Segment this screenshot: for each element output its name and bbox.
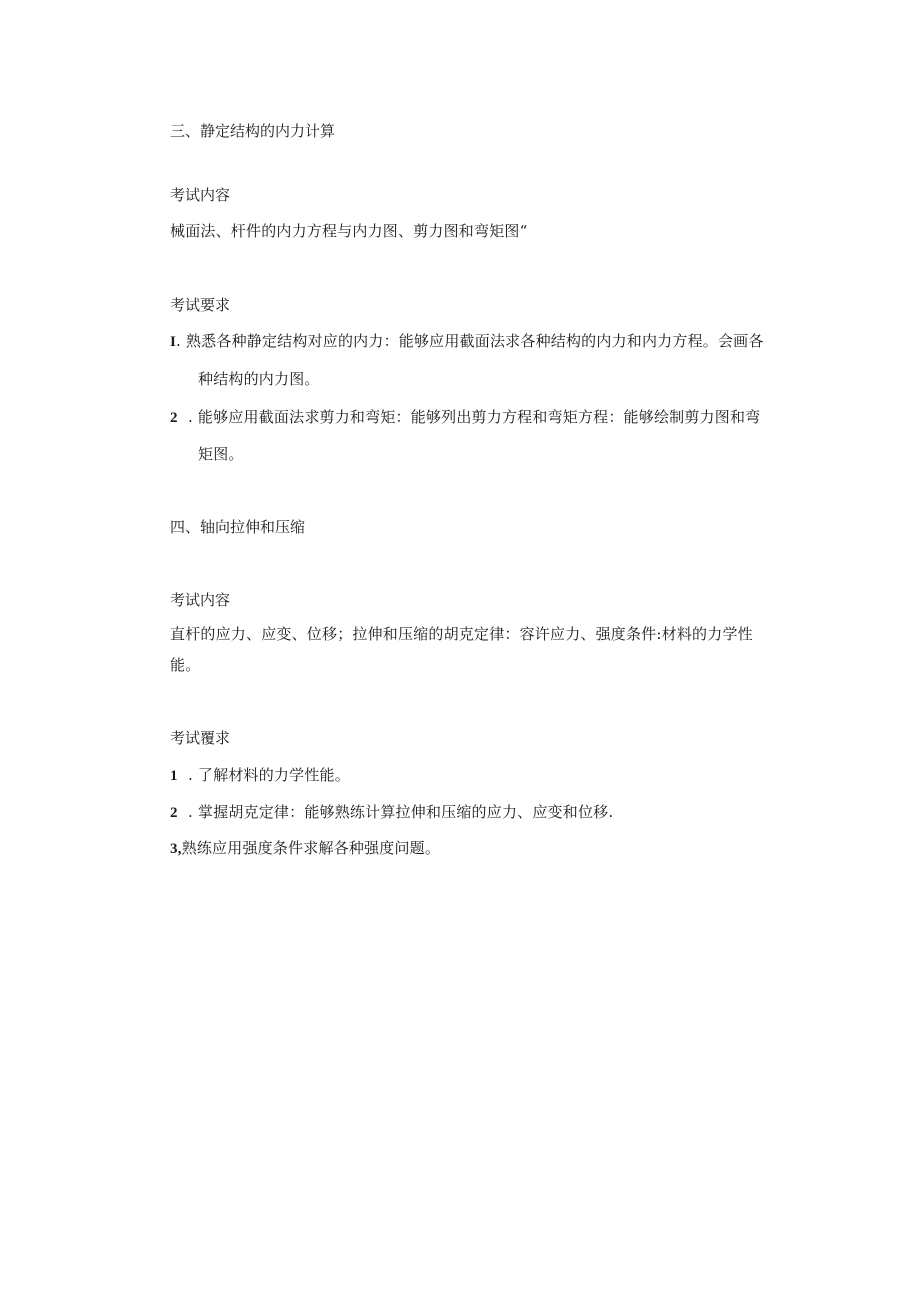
- section4-req1: [170, 764, 350, 785]
- section3-content-text: 械面法、杆件的内力方程与内力图、剪力图和弯矩图“: [170, 222, 528, 240]
- section4-req3: [170, 837, 440, 858]
- section4-req2-text: . 掌握胡克定律：能够熟练计算拉伸和压缩的应力、应变和位移.: [188, 803, 614, 821]
- section4-req1-text: . 了解材料的力学性能。: [188, 766, 350, 784]
- section4-content-line1: 直杆的应力、应变、位移；拉伸和压缩的胡克定律：容许应力、强度条件:材料的力学性: [170, 625, 753, 643]
- section3-req2: [170, 406, 760, 427]
- list-number: I: [170, 334, 177, 350]
- section3-req2-line1: . 能够应用截面法求剪力和弯矩：能够列出剪力方程和弯矩方程：能够绘制剪力图和弯: [188, 408, 761, 426]
- section4-content-title: 考试内容: [170, 591, 231, 609]
- section3-content-title: 考试内容: [170, 186, 231, 204]
- section4-req2: [170, 801, 613, 822]
- section3-req1-line1: . 熟悉各种静定结构对应的内力：能够应用截面法求各种结构的内力和内力方程。会画各: [176, 332, 764, 350]
- list-number: 3,: [170, 841, 182, 857]
- section4-req3-text: 熟练应用强度条件求解各种强度问题。: [181, 839, 441, 857]
- section3-req2-line2: 矩图。: [198, 445, 244, 463]
- section3-req1-line2: 种结构的内力图。: [198, 370, 320, 388]
- section3-heading: 三、静定结构的内力计算: [170, 122, 336, 140]
- section3-req-title: 考试要求: [170, 296, 231, 314]
- section4-content-line2: 能。: [170, 656, 201, 674]
- section3-req1: [170, 330, 764, 351]
- list-number: 2: [170, 805, 178, 821]
- section4-heading: 四、轴向拉伸和压缩: [170, 518, 306, 536]
- list-number: 2: [170, 410, 178, 426]
- section4-req-title: 考试覆求: [170, 729, 231, 747]
- list-number: 1: [170, 768, 178, 784]
